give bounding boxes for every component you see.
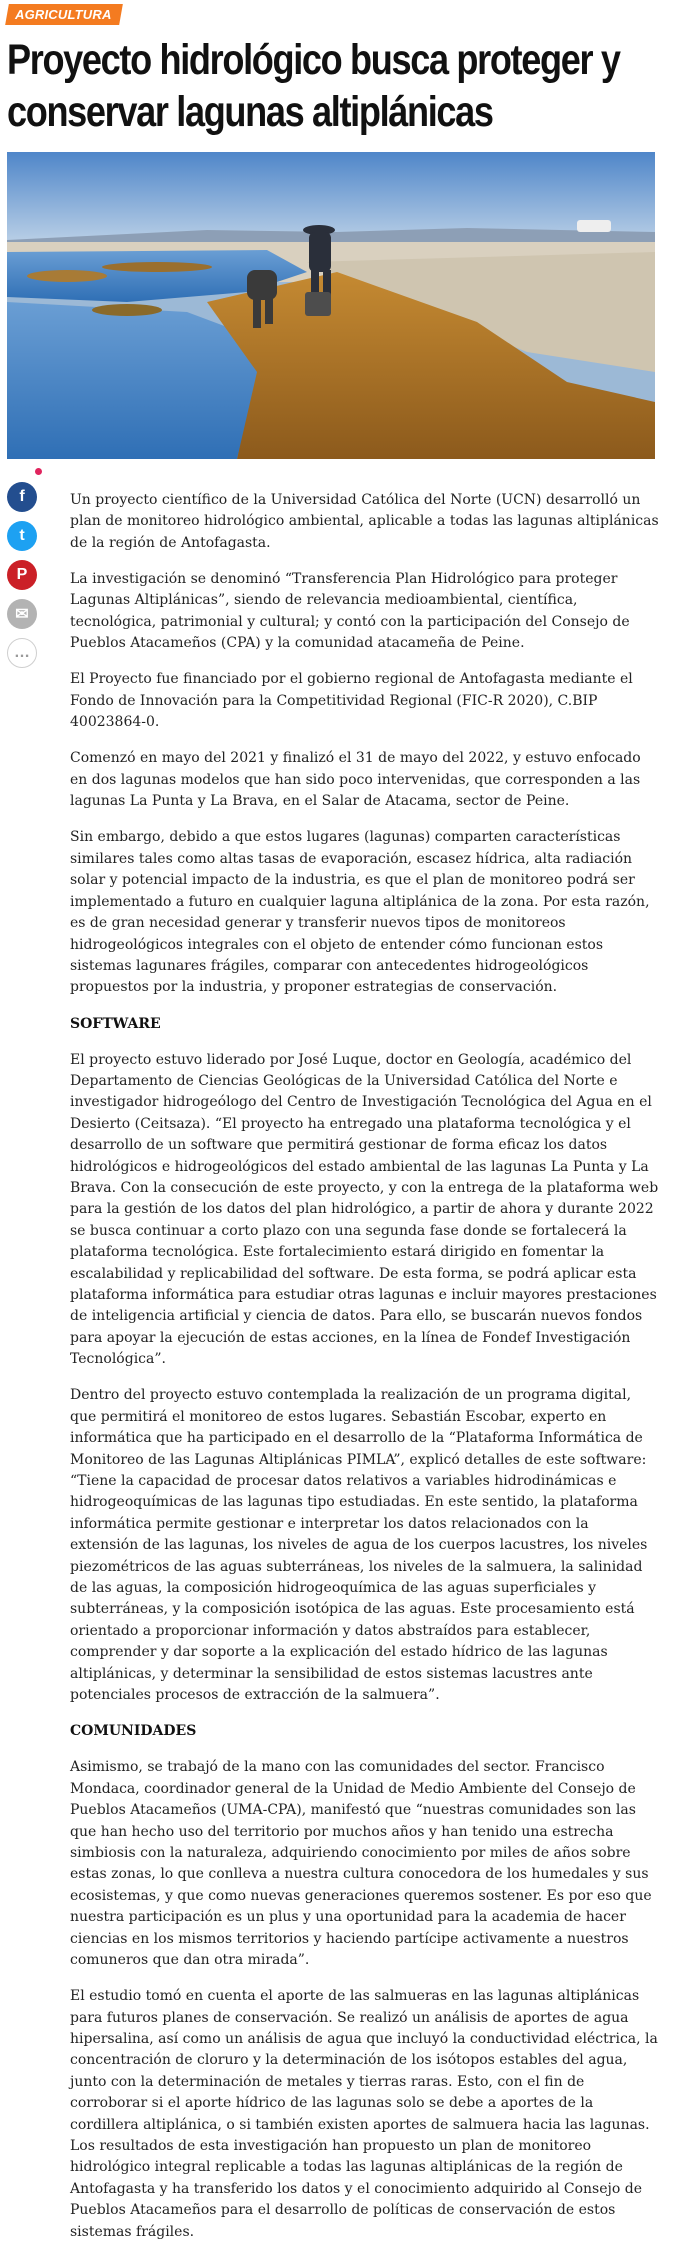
paragraph: Asimismo, se trabajó de la mano con las comunidades del sector. Francisco Mondaca, coordinador general de la Unidad de Medio Ambiente del Consejo de Pueblos Atacameños (UMA-CPA), manifestó que “nuestras comunidades son las que han hecho uso del territorio por muchos años y han tenido una estrecha simbiosis con la naturaleza, adquiriendo conocimiento por miles de años sobre estas zonas, lo que conlleva a nuestra cultura conocedora de los humedales y sus ecosistemas, y que como nuevas generaciones queremos sostener. Es por eso que nuestra participación es un plus y una oportunidad para la academia de hacer ciencias en los mismos territorios y haciendo partícipe activamente a nuestros comuneros que dan otra mirada”. (70, 1759, 652, 1968)
pinterest-icon: P (16, 566, 28, 583)
paragraph: El estudio tomó en cuenta el aporte de las salmueras en las lagunas altiplánicas para futuros planes de conservación. Se realizó un análisis de aportes de agua hipersalina, así como un análisis de agua que incluyó la conductividad eléctrica, la concentración de cloruro y la determinación de los isótopos estables del agua, junto con la determinación de metales y tierras raras. Esto, con el fin de corroborar si el aporte hídrico de las lagunas solo se debe a aportes de la cordillera altiplánica, o si también existen aportes de salmuera hacia las lagunas. Los resultados de esta investigación han propuesto un plan de monitoreo hidrológico integral replicable a todas las lagunas altiplánicas de la región de Antofagasta y ha transferido los datos y el conocimiento adquirido al Consejo de Pueblos Atacameños para el desarrollo de políticas de conservación de estos sistemas frágiles. (70, 1988, 658, 2240)
article-body (70, 490, 660, 2258)
section-heading-software: SOFTWARE (70, 1015, 161, 1032)
email-share-button[interactable] (7, 599, 37, 629)
section-heading-comunidades: COMUNIDADES (70, 1723, 197, 1740)
paragraph: El proyecto estuvo liderado por José Luque, doctor en Geología, académico del Departamento de Ciencias Geológicas de la Universidad Católica del Norte e investigador hidrogeólogo del Centro de Investigación Tecnológica del Agua en el Desierto (Ceitsaza). “El proyecto ha entregado una plataforma tecnológica y el desarrollo de un software que permitirá gestionar de forma eficaz los datos hidrológicos e hidrogeológicos del estado ambiental de las lagunas La Punta y La Brava. Con la consecución de este proyecto, y con la entrega de la plataforma web para la gestión de los datos del plan hidrológico, a partir de ahora y durante 2022 se busca continuar a corto plazo con una segunda fase donde se fortalecerá la plataforma tecnológica. Este fortalecimiento estará dirigido en fomentar la escalabilidad y replicabilidad del software. De esta forma, se podrá aplicar esta plataforma informática para estudiar otras lagunas e incluir mayores prestaciones de inteligencia artificial y ciencia de datos. Para ello, se buscarán nuevos fondos para apoyar la ejecución de estas acciones, en la línea de Fondef Investigación Tecnológica”. (70, 1051, 659, 1368)
email-icon: ✉ (15, 606, 29, 623)
comment-icon: … (14, 644, 30, 661)
notification-badge (33, 466, 44, 477)
category-label: AGRICULTURA (15, 7, 112, 22)
facebook-icon: f (19, 488, 25, 505)
twitter-share-button[interactable] (7, 521, 37, 551)
paragraph: Un proyecto científico de la Universidad Católica del Norte (UCN) desarrolló un plan de monitoreo hidrológico ambiental, aplicable a todas las lagunas altiplánicas de la región de Antofagasta. (70, 492, 659, 551)
comment-button[interactable] (7, 638, 37, 668)
article-title: Proyecto hidrológico busca proteger y conservar lagunas altiplánicas (7, 36, 620, 136)
paragraph: El Proyecto fue financiado por el gobierno regional de Antofagasta mediante el Fondo de Innovación para la Competitividad Regional (FIC-R 2020), C.BIP 40023864-0. (70, 671, 633, 731)
facebook-share-button[interactable] (7, 482, 37, 512)
paragraph: Dentro del proyecto estuvo contemplada la realización de un programa digital, que permitirá el monitoreo de estos lugares. Sebastián Escobar, experto en informática que ha participado en el desarrollo de la “Plataforma Informática de Monitoreo de las Lagunas Altiplánicas PIMLA”, explicó detalles de este software: “Tiene la capacidad de procesar datos relativos a variables hidrodinámicas e hidrogeoquímicas de las lagunas tipo estudiadas. En este sentido, la plataforma informática permite gestionar e interpretar los datos relacionados con la extensión de las lagunas, los niveles de agua de los cuerpos lacustres, los niveles piezométricos de las aguas subterráneas, los niveles de la salmuera, la salinidad de las aguas, la composición hidrogeoquímica de las aguas superficiales y subterráneas, y la composición isotópica de las aguas. Este procesamiento está orientado a proporcionar información y datos abstraídos para establecer, comprender y dar soporte a la explicación del estado hídrico de las lagunas altiplánicas, y determinar la sensibilidad de estos sistemas lacustres ante potenciales procesos de extracción de la salmuera”. (70, 1387, 648, 1704)
paragraph: Comenzó en mayo del 2021 y finalizó el 31 de mayo del 2022, y estuvo enfocado en dos lagunas modelos que han sido poco intervenidas, que corresponden a las lagunas La Punta y La Brava, en el Salar de Atacama, sector de Peine. (70, 750, 641, 810)
hero-photo-illustration (7, 152, 655, 459)
pinterest-share-button[interactable] (7, 560, 37, 590)
twitter-icon: t (19, 527, 25, 544)
category-tag[interactable] (5, 4, 122, 25)
paragraph: La investigación se denominó “Transferencia Plan Hidrológico para proteger Lagunas Altiplánicas”, siendo de relevancia medioambiental, científica, tecnológica, patrimonial y cultural; y contó con la participación del Consejo de Pueblos Atacameños (CPA) y la comunidad atacameña de Peine. (70, 571, 630, 652)
paragraph: Sin embargo, debido a que estos lugares (lagunas) comparten características similares tales como altas tasas de evaporación, escasez hídrica, alta radiación solar y potencial impacto de la industria, es que el plan de monitoreo podrá ser implementado a futuro en cualquier laguna altiplánica de la zona. Por esta razón, es de gran necesidad generar y transferir nuevos tipos de monitoreos hidrogeológicos integrales con el objeto de entender cómo funcionan estos sistemas lagunares frágiles, comparar con antecedentes hidrogeológicos propuestos por la industria, y proponer estrategias de conservación. (70, 829, 650, 996)
hero-photo (7, 152, 655, 459)
